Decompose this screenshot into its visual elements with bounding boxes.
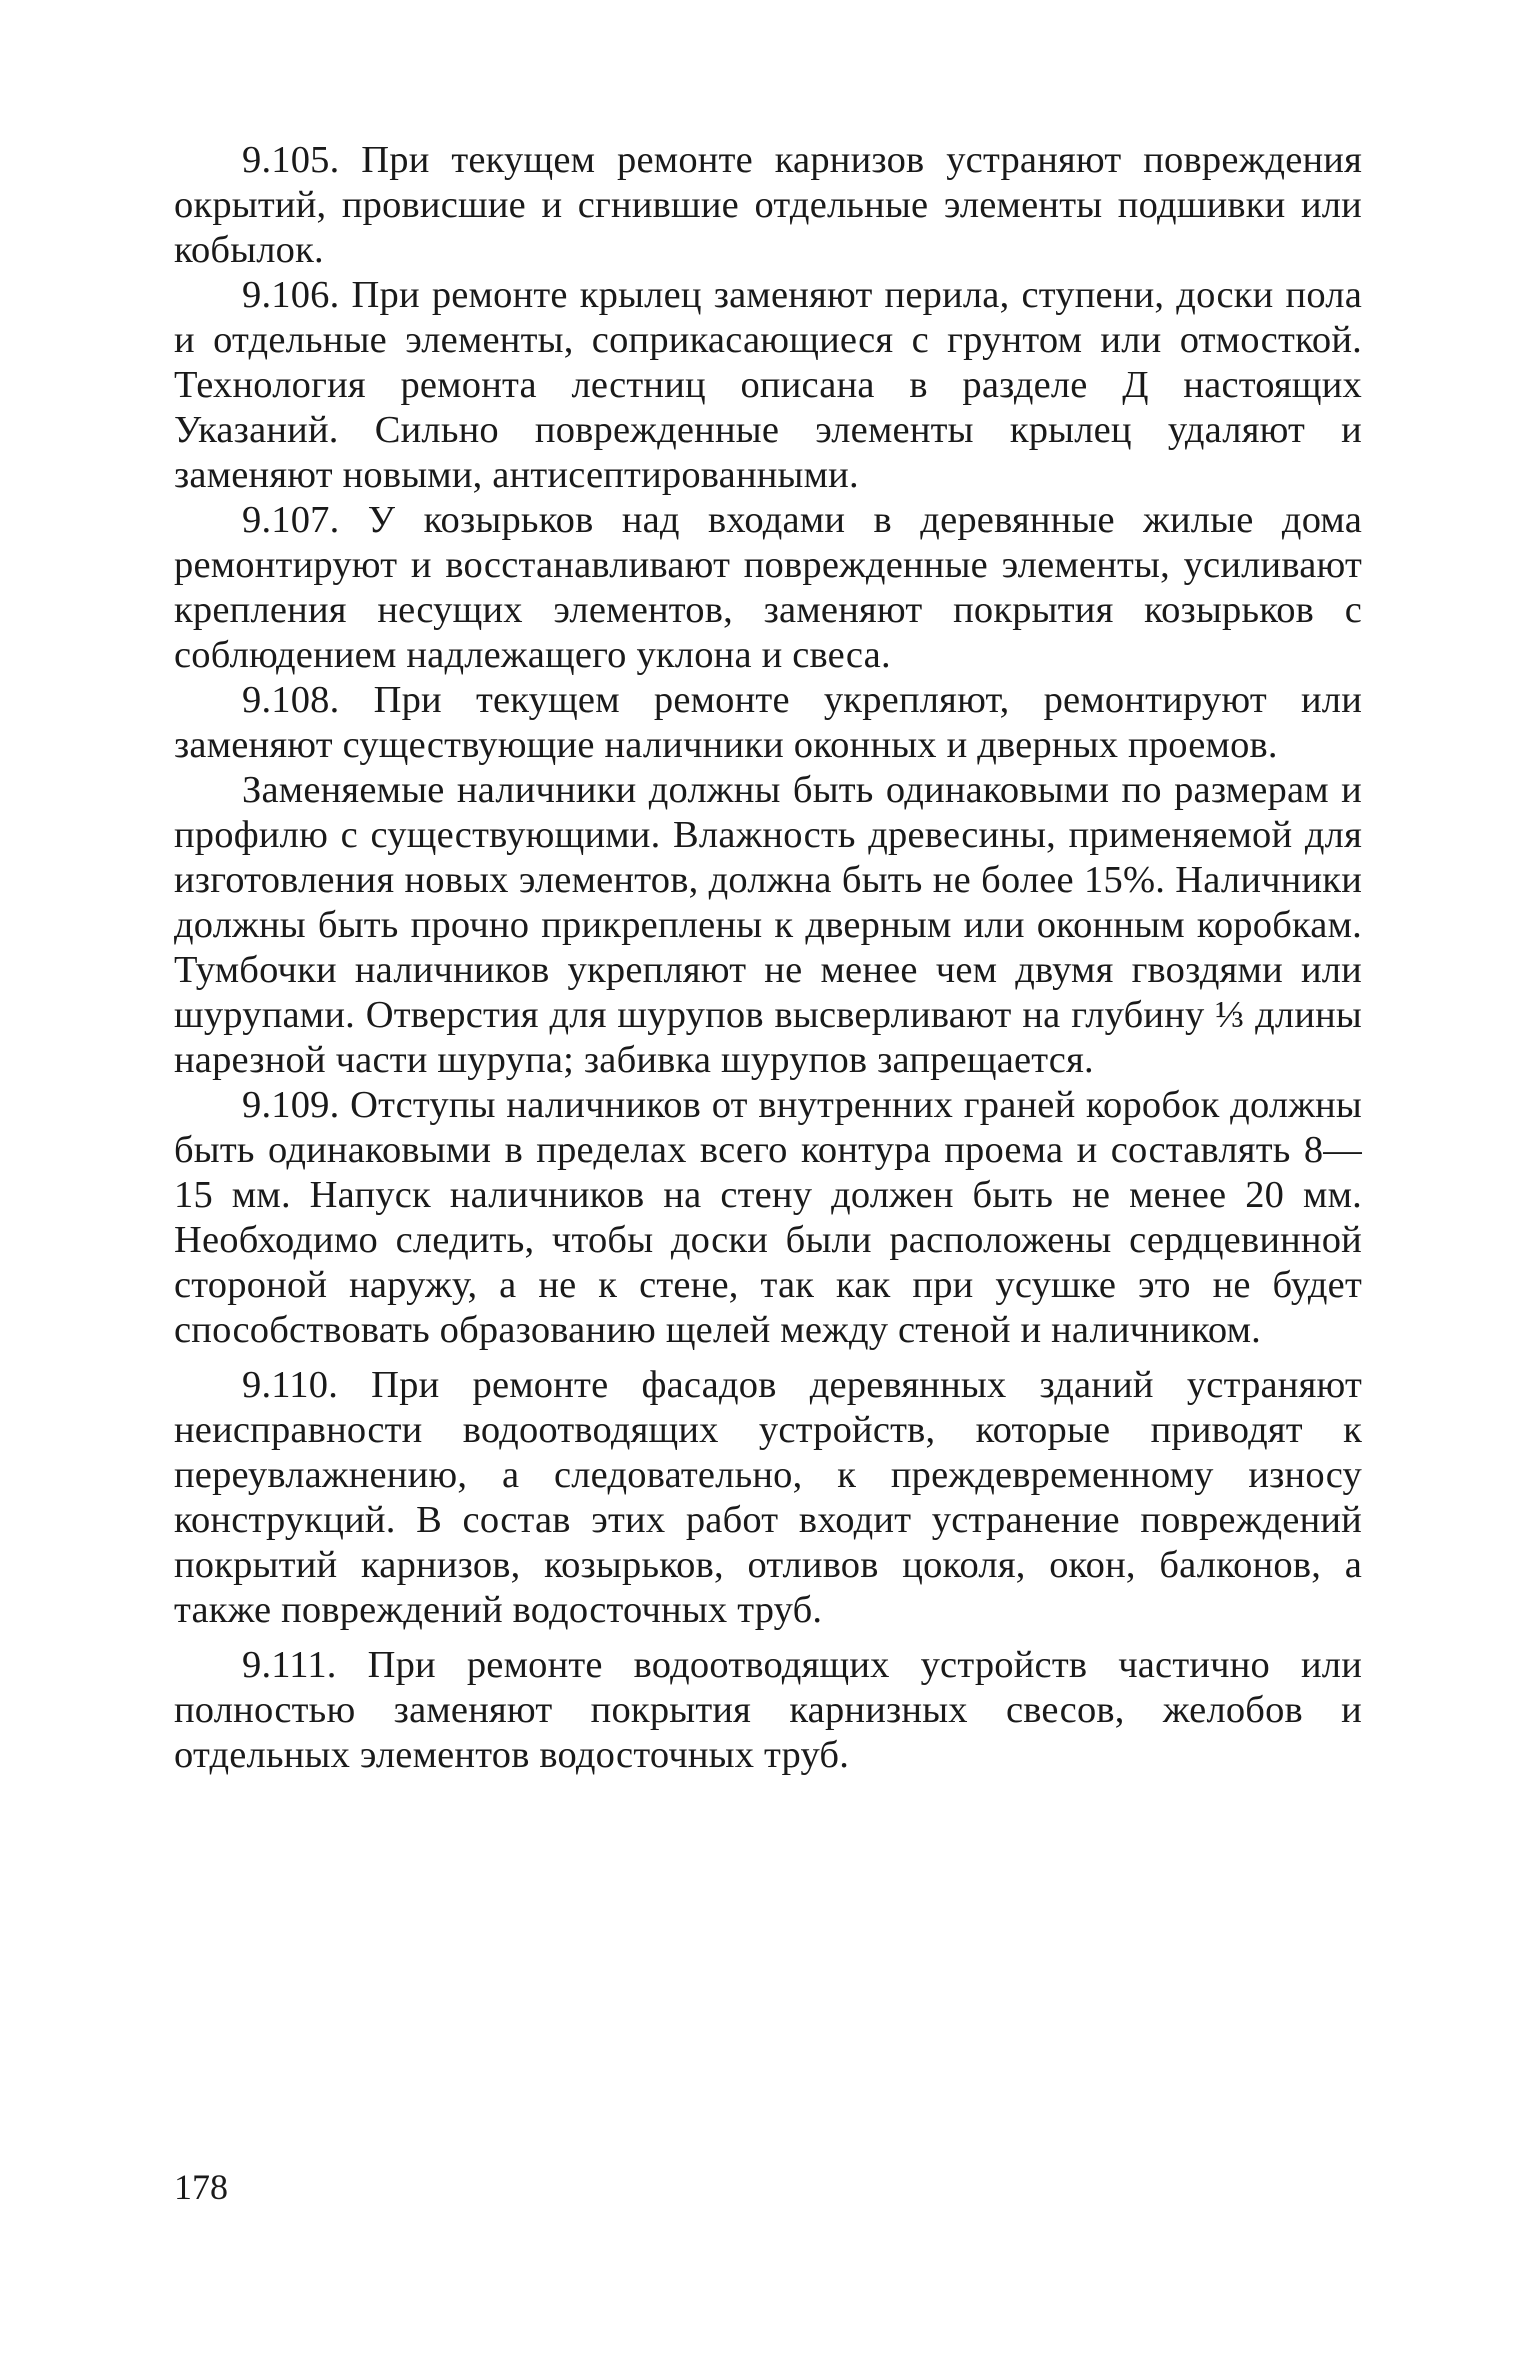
paragraph-9-108: 9.108. При текущем ремонте укрепляют, ремонтируют или заменяют существующие наличники оконных и дверных проемов. [174,679,1362,766]
paragraph-9-111: 9.111. При ремонте водоотводящих устройств частично или полностью заменяют покрытия карнизных свесов, желобов и отдельных элементов водосточных труб. [174,1644,1362,1776]
body-text [174,138,1362,1778]
paragraph-9-110: 9.110. При ремонте фасадов деревянных зданий устраняют неисправности водоотводящих устройств, которые приводят к переувлажнению, а следовательно, к преждевременному износу конструкций. В состав этих работ входит устранение повреждений покрытий карнизов, козырьков, отливов цоколя, окон, балконов, а также повреждений водосточных труб. [174,1364,1362,1631]
paragraph-9-106: 9.106. При ремонте крылец заменяют перила, ступени, доски пола и отдельные элементы, соприкасающиеся с грунтом или отмосткой. Технология ремонта лестниц описана в разделе Д настоящих Указаний. Сильно поврежденные элементы крылец удаляют и заменяют новыми, антисептированными. [174,274,1362,496]
paragraph-9-108-cont: Заменяемые наличники должны быть одинаковыми по размерам и профилю с существующими. Влажность древесины, применяемой для изготовления новых элементов, должна быть не более 15%. Наличники должны быть прочно прикреплены к дверным или оконным коробкам. Тумбочки наличников укрепляют не менее чем двумя гвоздями или шурупами. Отверстия для шурупов высверливают на глубину ⅓ длины нарезной части шурупа; забивка шурупов запрещается. [174,769,1362,1081]
paragraph-9-109: 9.109. Отступы наличников от внутренних граней коробок должны быть одинаковыми в пределах всего контура проема и составлять 8—15 мм. Напуск наличников на стену должен быть не менее 20 мм. Необходимо следить, чтобы доски были расположены сердцевинной стороной наружу, а не к стене, так как при усушке это не будет способствовать образованию щелей между стеной и наличником. [174,1084,1362,1351]
page-number: 178 [174,2167,228,2207]
paragraph-9-107: 9.107. У козырьков над входами в деревянные жилые дома ремонтируют и восстанавливают поврежденные элементы, усиливают крепления несущих элементов, заменяют покрытия козырьков с соблюдением надлежащего уклона и свеса. [174,499,1362,676]
paragraph-9-105: 9.105. При текущем ремонте карнизов устраняют повреждения окрытий, провисшие и сгнившие отдельные элементы подшивки или кобылок. [174,139,1362,271]
